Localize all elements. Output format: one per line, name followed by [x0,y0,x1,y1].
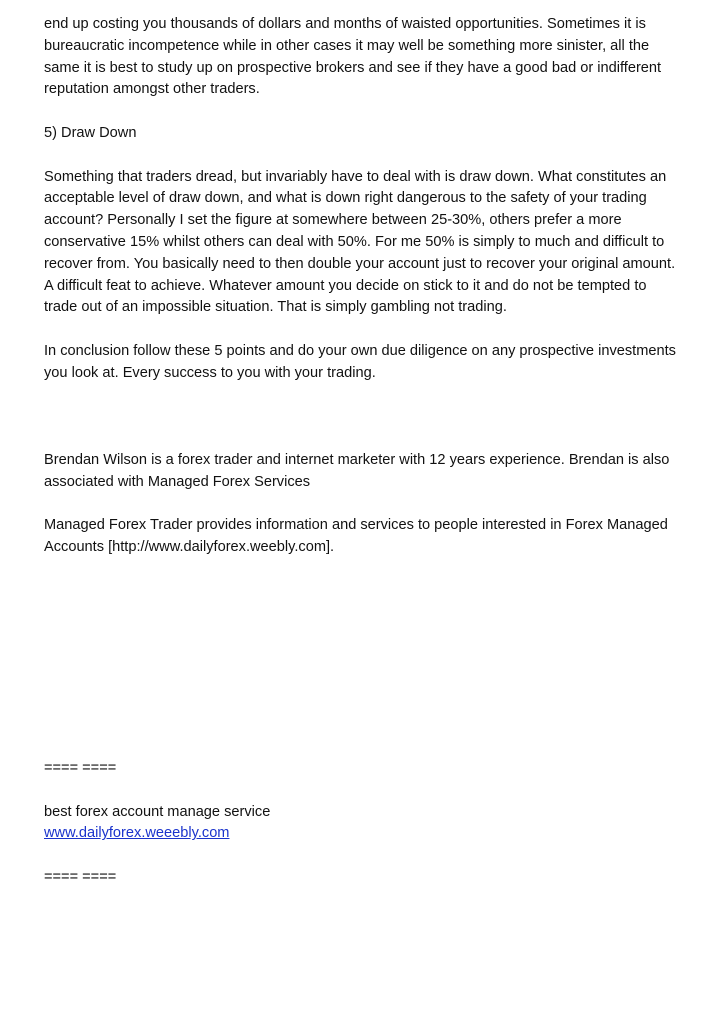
section-heading: 5) Draw Down [44,124,137,141]
text-line: recover from. You basically need to then double your account just to recover your original amount. [44,255,676,272]
text-line: Something that traders dread, but invariably have to deal with is draw down. What constitutes an [44,168,667,185]
text-line: A difficult feat to achieve. Whatever amount you decide on stick to it and do not be tempted to [44,277,647,294]
text-line: acceptable level of draw down, and what is down right dangerous to the safety of your trading [44,190,647,207]
footer-link[interactable]: www.dailyforex.weeebly.com [44,825,230,842]
paragraph-spacer [44,145,704,167]
text-line: Accounts [http://www.dailyforex.weebly.com]. [44,539,335,556]
paragraph-spacer [44,319,704,341]
paragraph-conclusion [44,341,704,385]
paragraph-spacer [44,780,704,802]
paragraph-broker-reputation [44,14,704,101]
document-page [44,14,704,889]
section-spacer [44,385,704,429]
separator-top: ==== ==== [44,759,117,776]
author-bio [44,450,704,494]
text-line: you look at. Every success to you with your trading. [44,364,376,381]
separator-bottom: ==== ==== [44,868,117,885]
text-line: conservative 15% whilst others can deal with 50%. For me 50% is simply to much and difficult to [44,233,665,250]
paragraph-spacer [44,845,704,867]
footer-tagline: best forex account manage service [44,803,271,820]
text-line: end up costing you thousands of dollars and months of waisted opportunities. Sometimes it is [44,16,646,32]
paragraph-draw-down [44,167,704,320]
footer-link-row [44,823,704,845]
text-line: bureaucratic incompetence while in other cases it may well be something more sinister, all the [44,37,650,54]
paragraph-spacer [44,101,704,123]
text-line: Managed Forex Trader provides information and services to people interested in Forex Managed [44,517,668,534]
section-spacer [44,559,704,758]
text-line: Brendan Wilson is a forex trader and internet marketer with 12 years experience. Brendan is also [44,451,670,468]
paragraph-spacer [44,494,704,516]
text-line: associated with Managed Forex Services [44,473,311,490]
text-line: same it is best to study up on prospective brokers and see if they have a good bad or indifferent [44,59,662,76]
text-line: In conclusion follow these 5 points and do your own due diligence on any prospective investments [44,342,676,359]
text-line: trade out of an impossible situation. That is simply gambling not trading. [44,299,507,316]
text-line: account? Personally I set the figure at somewhere between 25-30%, others prefer a more [44,212,622,229]
text-line: reputation amongst other traders. [44,81,260,98]
managed-forex-info [44,515,704,559]
section-spacer [44,428,704,450]
